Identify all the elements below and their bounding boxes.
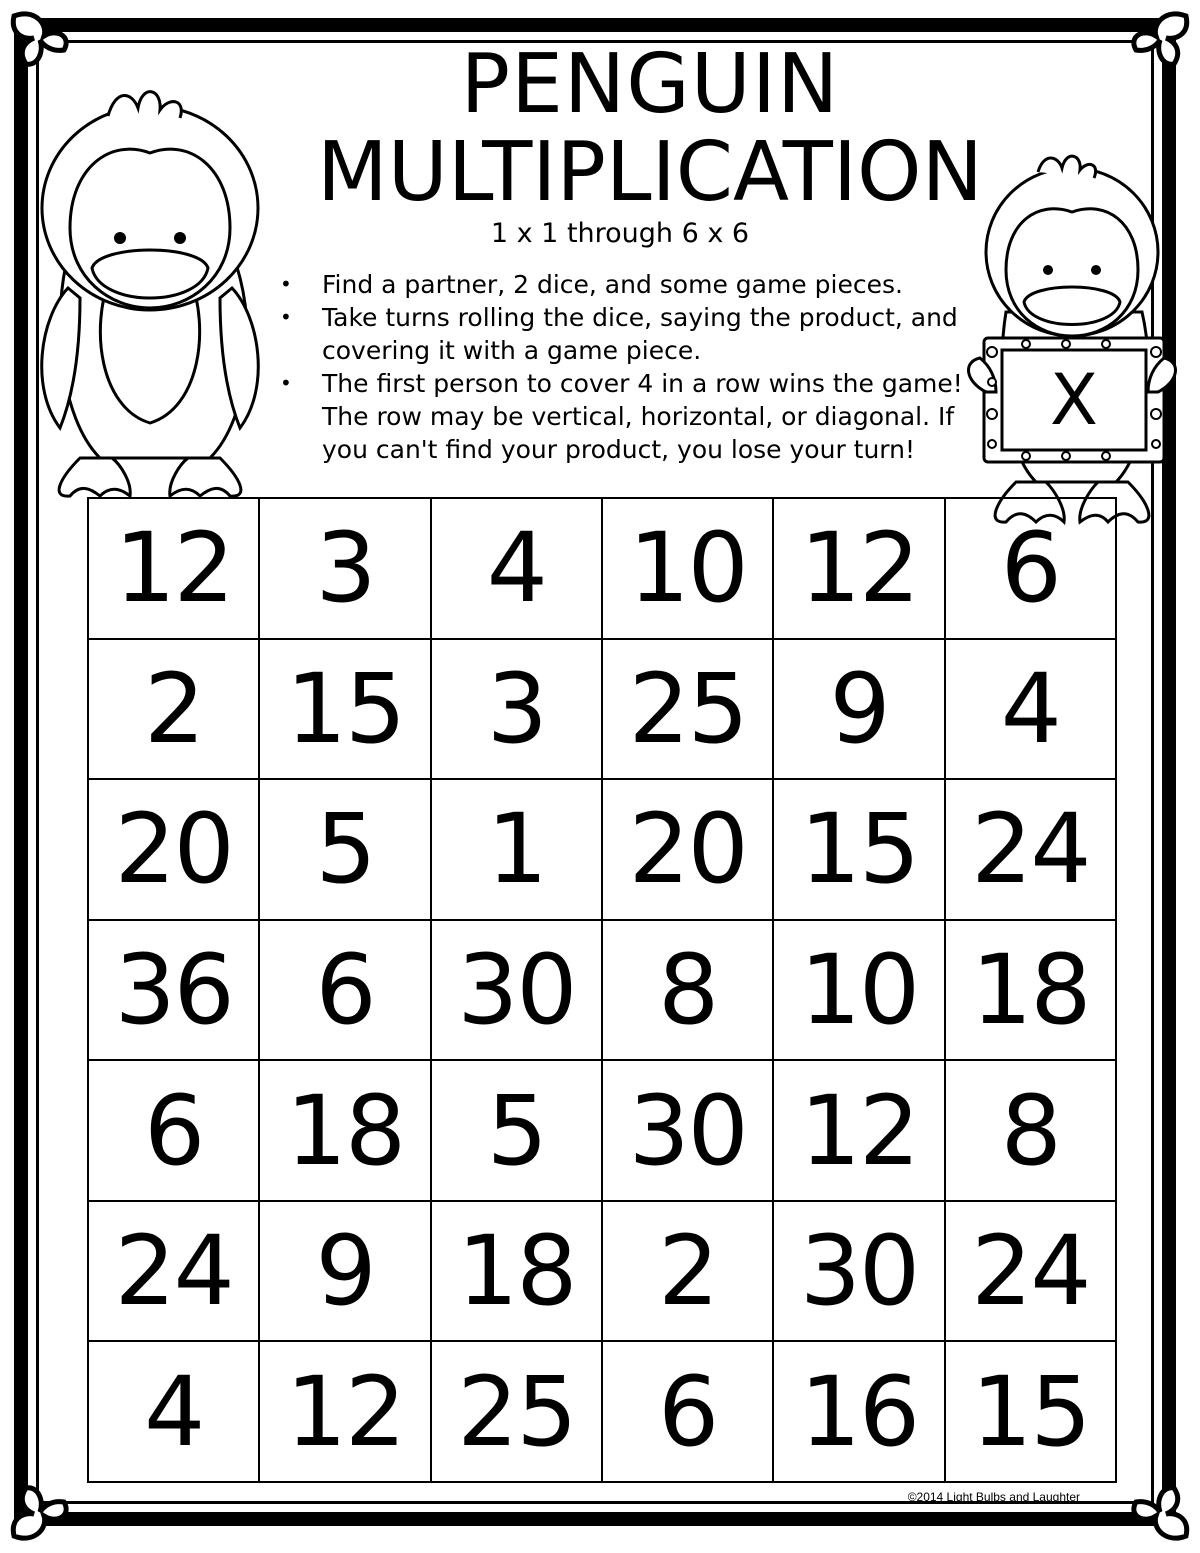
- board-cell[interactable]: 4: [945, 639, 1116, 780]
- board-cell[interactable]: 30: [773, 1201, 944, 1342]
- corner-ornament-bottom-left: [4, 1456, 94, 1546]
- corner-ornament-bottom-right: [1106, 1456, 1196, 1546]
- board-cell[interactable]: 3: [259, 498, 430, 639]
- board-cell[interactable]: 18: [259, 1060, 430, 1201]
- board-cell[interactable]: 12: [773, 498, 944, 639]
- board-cell[interactable]: 2: [602, 1201, 773, 1342]
- sign-label: X: [1050, 359, 1098, 441]
- board-cell[interactable]: 20: [602, 779, 773, 920]
- board-cell[interactable]: 20: [88, 779, 259, 920]
- board-cell[interactable]: 15: [945, 1341, 1116, 1482]
- directions-list: [276, 268, 966, 466]
- board-cell[interactable]: 10: [602, 498, 773, 639]
- board-cell[interactable]: 30: [431, 920, 602, 1061]
- board-cell[interactable]: 6: [945, 498, 1116, 639]
- direction-item: • Find a partner, 2 dice, and some game pieces.: [276, 268, 966, 301]
- title-line-2: MULTIPLICATION: [317, 125, 983, 220]
- board-row: [88, 1341, 1116, 1482]
- board-cell[interactable]: 6: [88, 1060, 259, 1201]
- board-cell[interactable]: 24: [945, 779, 1116, 920]
- board-cell[interactable]: 15: [773, 779, 944, 920]
- board-cell[interactable]: 30: [602, 1060, 773, 1201]
- board-cell[interactable]: 4: [88, 1341, 259, 1482]
- board-cell[interactable]: 9: [773, 639, 944, 780]
- board-row: [88, 779, 1116, 920]
- board-cell[interactable]: 25: [602, 639, 773, 780]
- board-cell[interactable]: 10: [773, 920, 944, 1061]
- board-cell[interactable]: 15: [259, 639, 430, 780]
- board-cell[interactable]: 16: [773, 1341, 944, 1482]
- board-row: [88, 920, 1116, 1061]
- direction-item: • The first person to cover 4 in a row wins the game! The row may be vertical, horizontal, or diagonal. If you can't find your product, you lose your turn!: [276, 367, 966, 466]
- board-cell[interactable]: 8: [602, 920, 773, 1061]
- board-cell[interactable]: 5: [431, 1060, 602, 1201]
- board-row: [88, 1060, 1116, 1201]
- board-cell[interactable]: 6: [602, 1341, 773, 1482]
- board-cell[interactable]: 2: [88, 639, 259, 780]
- board-cell[interactable]: 36: [88, 920, 259, 1061]
- board-row: [88, 639, 1116, 780]
- board-cell[interactable]: 18: [945, 920, 1116, 1061]
- board-cell[interactable]: 6: [259, 920, 430, 1061]
- board-cell[interactable]: 12: [259, 1341, 430, 1482]
- game-board: [87, 497, 1117, 1483]
- board-cell[interactable]: 8: [945, 1060, 1116, 1201]
- board-row: [88, 498, 1116, 639]
- board-cell[interactable]: 4: [431, 498, 602, 639]
- copyright-text: ©2014 Light Bulbs and Laughter: [907, 1490, 1080, 1504]
- board-cell[interactable]: 3: [431, 639, 602, 780]
- board-cell[interactable]: 1: [431, 779, 602, 920]
- direction-item: • Take turns rolling the dice, saying the product, and covering it with a game piece.: [276, 301, 966, 367]
- board-cell[interactable]: 24: [88, 1201, 259, 1342]
- board-cell[interactable]: 25: [431, 1341, 602, 1482]
- board-cell[interactable]: 12: [88, 498, 259, 639]
- subtitle: 1 x 1 through 6 x 6: [490, 218, 750, 249]
- board-cell[interactable]: 24: [945, 1201, 1116, 1342]
- title-line-1: PENGUIN: [460, 37, 840, 132]
- board-row: [88, 1201, 1116, 1342]
- board-cell[interactable]: 12: [773, 1060, 944, 1201]
- board-cell[interactable]: 5: [259, 779, 430, 920]
- board-cell[interactable]: 18: [431, 1201, 602, 1342]
- board-cell[interactable]: 9: [259, 1201, 430, 1342]
- page-title: [150, 37, 1150, 220]
